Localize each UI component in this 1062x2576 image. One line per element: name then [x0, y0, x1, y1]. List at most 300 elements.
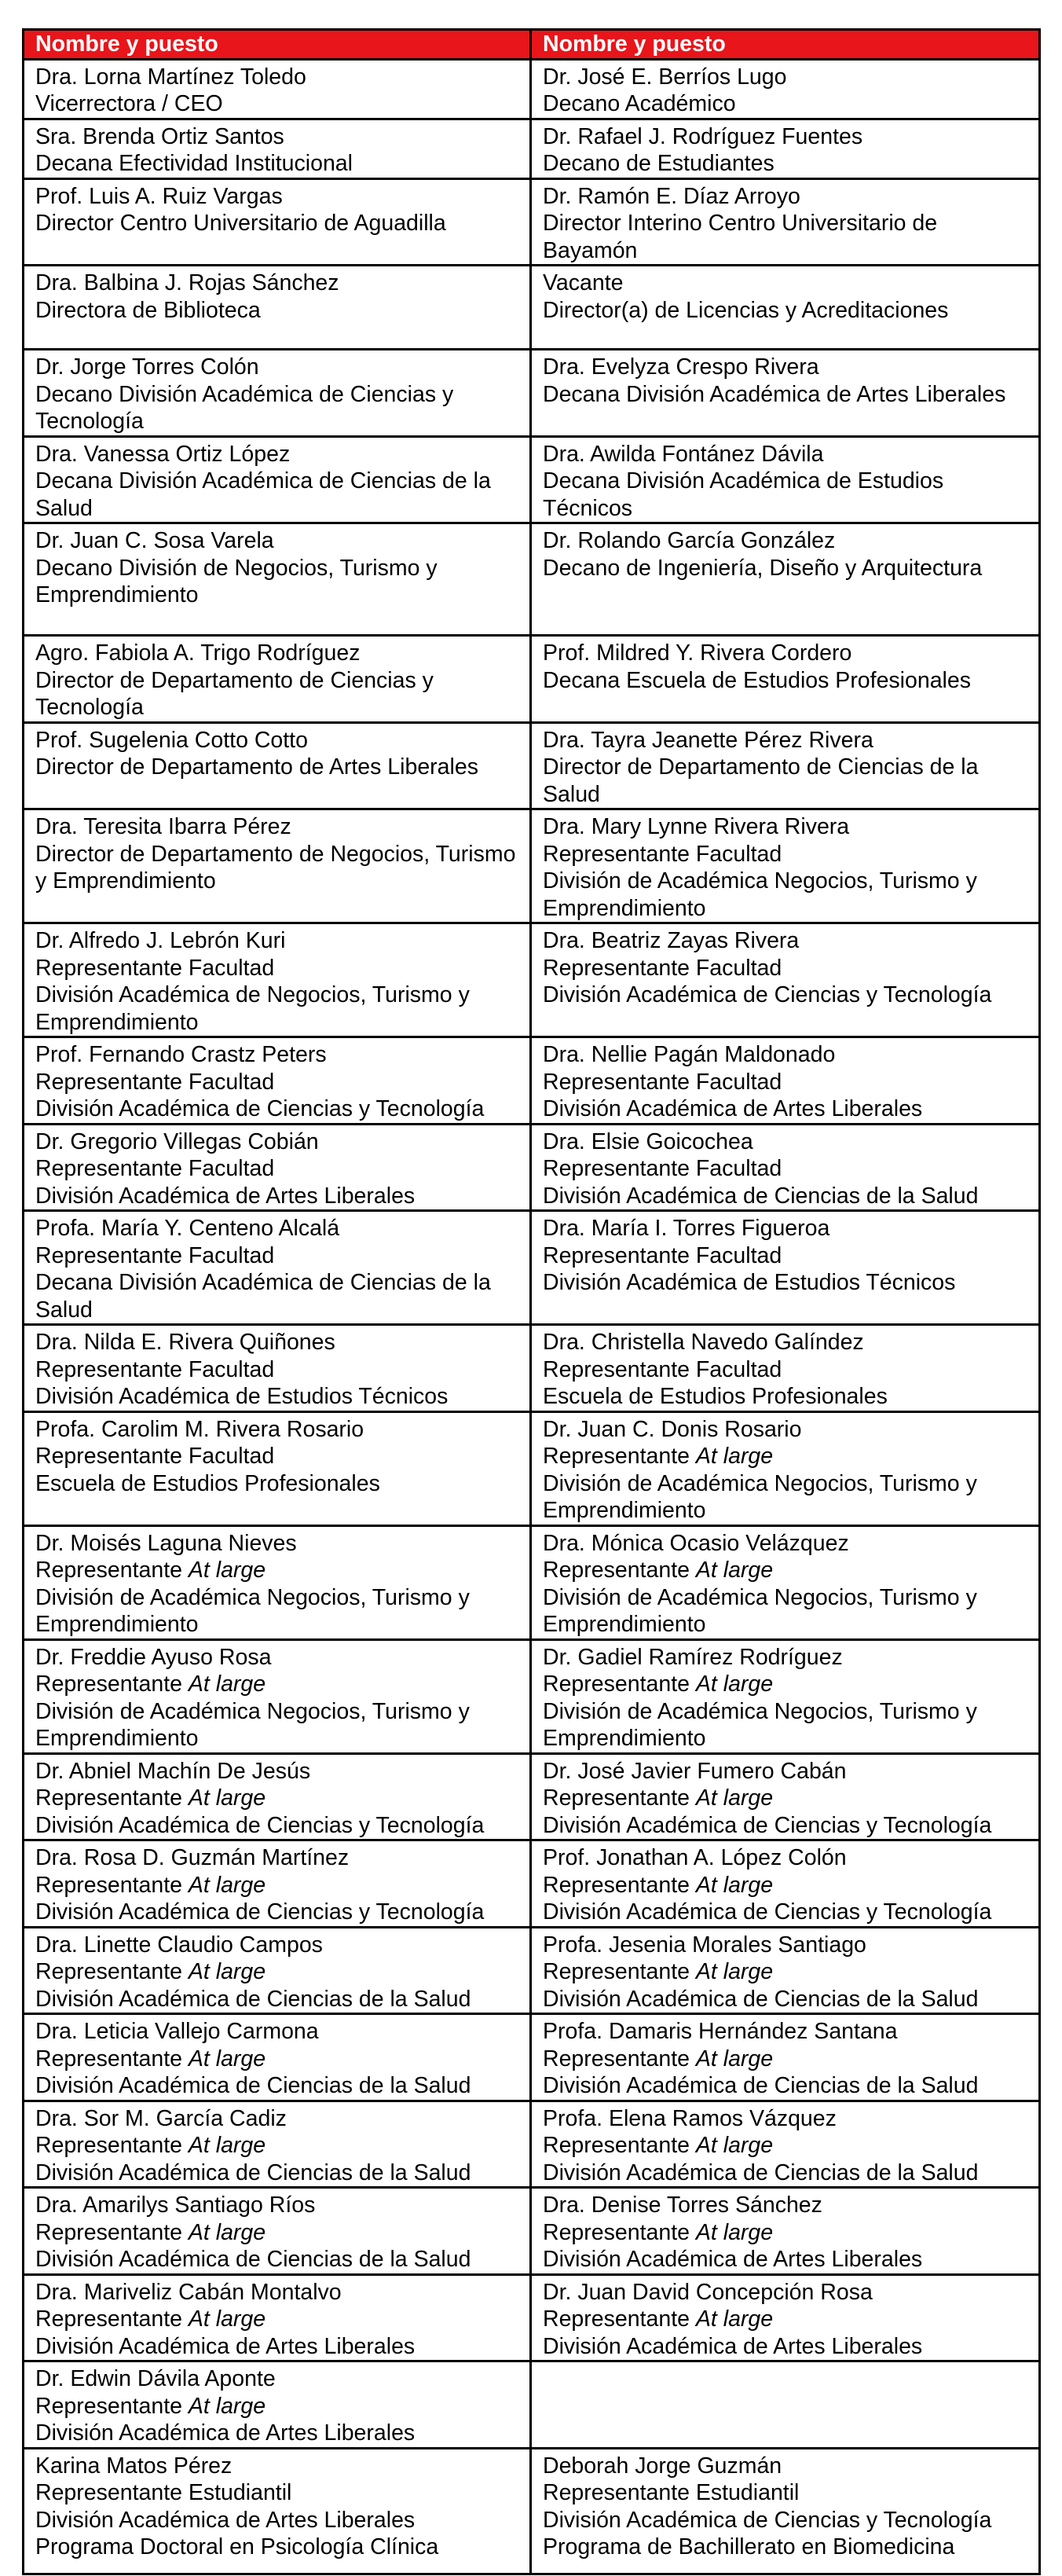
- member-name: [35, 2365, 518, 2393]
- member-role-line: [543, 2534, 1027, 2561]
- member-cell: [531, 2014, 1040, 2101]
- member-cell: [531, 523, 1040, 636]
- member-role-line: [543, 1812, 1027, 1840]
- member-role-line: [35, 2246, 518, 2273]
- member-cell: [531, 59, 1040, 119]
- cell-text: Representante: [35, 1959, 189, 1984]
- cell-text: Representante Facultad: [543, 1242, 782, 1268]
- cell-text: Representante Facultad: [35, 1444, 275, 1469]
- cell-text: Representante Facultad: [35, 1356, 275, 1382]
- member-role-line: [543, 1785, 1027, 1812]
- cell-text: División Académica de Ciencias y Tecnología: [543, 1812, 992, 1838]
- member-role-line: [35, 2534, 518, 2561]
- cell-text: Dra. Rosa D. Guzmán Martínez: [35, 1845, 350, 1870]
- cell-text: Dra. Elsie Goicochea: [543, 1128, 753, 1154]
- cell-text: Director de Departamento de Negocios, Turismo y Emprendimiento: [35, 841, 516, 894]
- member-name: [35, 1329, 518, 1356]
- member-name: [35, 1128, 518, 1156]
- member-name: [35, 640, 518, 667]
- member-role-line: [35, 1155, 518, 1183]
- cell-text: Dra. Mary Lynne Rivera Rivera: [543, 814, 850, 839]
- member-name: [543, 123, 1027, 151]
- member-name: [543, 2018, 1027, 2046]
- cell-text: Dra. Linette Claudio Campos: [35, 1932, 323, 1958]
- member-role-line: [543, 2046, 1027, 2073]
- cell-text: Decano División de Negocios, Turismo y Emprendimiento: [35, 555, 438, 607]
- cell-text: Escuela de Estudios Profesionales: [543, 1384, 888, 1409]
- cell-text: División Académica de Ciencias de la Salud: [543, 2160, 979, 2185]
- cell-text: Dra. Lorna Martínez Toledo: [35, 64, 306, 90]
- member-cell: [24, 1211, 531, 1325]
- cell-text: Karina Matos Pérez: [35, 2453, 233, 2479]
- member-cell: [24, 1525, 531, 1639]
- cell-text: División Académica de Estudios Técnicos: [543, 1270, 956, 1295]
- member-name: [543, 183, 1027, 211]
- member-role-line: [543, 2507, 1027, 2534]
- member-role-line: [35, 1958, 518, 1986]
- cell-text: División Académica de Ciencias y Tecnología: [35, 1899, 485, 1925]
- cell-text: Prof. Fernando Crastz Peters: [35, 1042, 327, 1067]
- member-name: [543, 640, 1027, 667]
- cell-text: Representante: [35, 1558, 189, 1583]
- member-role-line: [35, 1557, 518, 1584]
- cell-text: Profa. Elena Ramos Vázquez: [543, 2105, 837, 2131]
- table-row: [24, 1124, 1040, 1211]
- member-role-line: [543, 982, 1027, 1009]
- member-role-line: [543, 1698, 1027, 1752]
- member-role-line: [543, 381, 1027, 409]
- member-name: [35, 183, 518, 211]
- cell-text: Representante Estudiantil: [543, 2480, 800, 2505]
- member-name: [35, 64, 518, 91]
- member-role-line: [543, 1986, 1027, 2013]
- cell-text: Prof. Jonathan A. López Colón: [543, 1845, 847, 1870]
- at-large-label: At large: [695, 2046, 774, 2071]
- member-role-line: [35, 1443, 518, 1470]
- at-large-label: At large: [188, 2133, 266, 2158]
- member-name: [543, 354, 1027, 381]
- member-role-line: [543, 1443, 1027, 1470]
- member-role-line: [543, 667, 1027, 695]
- table-row: [24, 923, 1040, 1037]
- at-large-label: At large: [188, 2393, 266, 2419]
- cell-text: División Académica de Ciencias de la Salud: [35, 2073, 471, 2098]
- cell-text: División Académica de Ciencias de la Salud: [35, 1986, 471, 2012]
- member-role-line: [35, 1584, 518, 1638]
- cell-text: Representante Facultad: [543, 1156, 782, 1181]
- member-name: [35, 1758, 518, 1785]
- member-role-line: [35, 841, 518, 895]
- cell-text: Dr. Rafael J. Rodríguez Fuentes: [543, 123, 863, 149]
- members-table: [22, 28, 1041, 2575]
- cell-text: Representante: [543, 2046, 696, 2071]
- member-cell: [24, 1639, 531, 1753]
- cell-text: Representante: [543, 1959, 696, 1984]
- member-cell: [531, 2188, 1040, 2275]
- cell-text: División Académica de Artes Liberales: [35, 2507, 416, 2533]
- cell-text: Representante: [35, 1872, 189, 1898]
- cell-text: Programa Doctoral en Psicología Clínica: [35, 2534, 439, 2559]
- member-name: [543, 1932, 1027, 1959]
- cell-text: División Académica de Ciencias de la Salud: [543, 2073, 979, 2098]
- member-cell: [24, 722, 531, 809]
- member-cell: [24, 350, 531, 437]
- member-cell: [531, 1037, 1040, 1125]
- cell-text: Decano de Estudiantes: [543, 151, 775, 176]
- cell-text: Vicerrectora / CEO: [35, 91, 223, 116]
- table-row: [24, 809, 1040, 923]
- cell-text: División Académica de Ciencias de la Salud: [35, 2247, 471, 2272]
- member-cell: [531, 2274, 1040, 2361]
- cell-text: Dra. Teresita Ibarra Pérez: [35, 814, 291, 839]
- cell-text: Dr. Ramón E. Díaz Arroyo: [543, 183, 800, 209]
- member-role-line: [35, 1698, 518, 1752]
- member-role-line: [35, 297, 518, 325]
- cell-text: Decana División Académica de Estudios Técnicos: [543, 468, 944, 521]
- at-large-label: At large: [188, 1872, 266, 1898]
- member-cell: [531, 1124, 1040, 1211]
- member-cell: [24, 2448, 531, 2574]
- member-role-line: [543, 2132, 1027, 2160]
- cell-text: Representante: [35, 2306, 189, 2332]
- cell-text: Directora de Biblioteca: [35, 297, 261, 323]
- cell-text: Representante: [543, 1785, 696, 1811]
- member-role-line: [543, 1242, 1027, 1270]
- member-role-line: [543, 1671, 1027, 1698]
- member-name: [543, 1530, 1027, 1558]
- cell-text: Representante Facultad: [35, 1069, 275, 1095]
- cell-text: Dr. José E. Berríos Lugo: [543, 64, 787, 90]
- member-cell: [24, 2101, 531, 2188]
- table-row: [24, 1927, 1040, 2014]
- cell-text: Representante: [35, 2219, 189, 2245]
- header-cell-name-position-1: Nombre y puesto: [24, 30, 531, 60]
- member-cell: [531, 266, 1040, 350]
- cell-text: Representante: [543, 2133, 696, 2158]
- table-row: [24, 436, 1040, 523]
- cell-text: Dr. Jorge Torres Colón: [35, 354, 259, 380]
- member-role-line: [35, 555, 518, 609]
- cell-text: División Académica de Artes Liberales: [543, 2247, 923, 2272]
- member-name: [543, 270, 1027, 297]
- cell-text: Dr. Juan C. Donis Rosario: [543, 1416, 802, 1442]
- cell-text: Decana Escuela de Estudios Profesionales: [543, 667, 971, 693]
- cell-text: Dra. Balbina J. Rojas Sánchez: [35, 270, 339, 295]
- table-row: [24, 1037, 1040, 1125]
- cell-text: Dr. Abniel Machín De Jesús: [35, 1758, 311, 1784]
- table-row: [24, 1411, 1040, 1525]
- member-role-line: [543, 1584, 1027, 1638]
- cell-text: Dr. Gregorio Villegas Cobián: [35, 1128, 319, 1154]
- cell-text: Director(a) de Licencias y Acreditaciones: [543, 297, 949, 323]
- member-cell: [531, 2361, 1040, 2449]
- member-name: [35, 1041, 518, 1069]
- member-role-line: [35, 2306, 518, 2333]
- cell-text: División Académica de Artes Liberales: [35, 2420, 416, 2446]
- cell-text: Representante Facultad: [35, 1156, 275, 1181]
- member-role-line: [543, 1155, 1027, 1183]
- member-name: [543, 2453, 1027, 2480]
- cell-text: Representante: [543, 1872, 696, 1898]
- member-name: [35, 270, 518, 297]
- member-role-line: [543, 150, 1027, 178]
- member-name: [35, 1530, 518, 1558]
- member-cell: [531, 1639, 1040, 1753]
- member-cell: [531, 1325, 1040, 1412]
- at-large-label: At large: [188, 1959, 266, 1984]
- at-large-label: At large: [695, 1959, 774, 1984]
- member-cell: [24, 2014, 531, 2101]
- member-role-line: [35, 2132, 518, 2160]
- member-role-line: [543, 1470, 1027, 1525]
- member-role-line: [35, 2420, 518, 2447]
- member-cell: [24, 809, 531, 923]
- member-role-line: [35, 468, 518, 522]
- member-role-line: [35, 1872, 518, 1899]
- cell-text: División Académica de Ciencias y Tecnología: [543, 2507, 992, 2533]
- table-row: [24, 59, 1040, 119]
- member-role-line: [35, 754, 518, 781]
- at-large-label: At large: [695, 2306, 774, 2332]
- cell-text: División Académica de Estudios Técnicos: [35, 1384, 449, 1409]
- member-cell: [531, 2101, 1040, 2188]
- member-name: [543, 441, 1027, 468]
- member-cell: [24, 1753, 531, 1840]
- member-name: [35, 527, 518, 555]
- member-cell: [24, 2361, 531, 2449]
- cell-text: Dr. Juan C. Sosa Varela: [35, 528, 274, 553]
- member-role-line: [35, 2479, 518, 2507]
- cell-text: Representante Facultad: [35, 1242, 275, 1268]
- cell-text: División Académica de Ciencias y Tecnología: [35, 1812, 485, 1838]
- member-role-line: [543, 1069, 1027, 1096]
- member-cell: [24, 436, 531, 523]
- member-role-line: [35, 1986, 518, 2013]
- table-row: [24, 1639, 1040, 1753]
- member-cell: [531, 1927, 1040, 2014]
- cell-text: División Académica de Ciencias y Tecnología: [35, 1096, 485, 1121]
- cell-text: Dr. Alfredo J. Lebrón Kuri: [35, 928, 286, 953]
- member-role-line: [35, 150, 518, 178]
- member-cell: [531, 1840, 1040, 1928]
- cell-text: Profa. Jesenia Morales Santiago: [543, 1932, 866, 1958]
- member-name: [35, 2453, 518, 2480]
- member-role-line: [35, 2219, 518, 2247]
- table-row: [24, 2014, 1040, 2101]
- member-cell: [24, 636, 531, 723]
- at-large-label: At large: [188, 1671, 266, 1697]
- member-name: [35, 727, 518, 754]
- cell-text: Dra. Leticia Vallejo Carmona: [35, 2019, 319, 2044]
- table-row: [24, 1211, 1040, 1325]
- member-name: [543, 1128, 1027, 1156]
- member-name: [35, 2192, 518, 2219]
- member-role-line: [35, 1785, 518, 1812]
- cell-text: División Académica de Ciencias y Tecnología: [543, 1899, 992, 1925]
- cell-text: Representante: [35, 1785, 189, 1811]
- member-cell: [531, 809, 1040, 923]
- cell-text: Dr. Freddie Ayuso Rosa: [35, 1644, 272, 1670]
- member-name: [35, 1844, 518, 1872]
- table-row: [24, 2274, 1040, 2361]
- cell-text: Representante Facultad: [543, 841, 782, 867]
- member-role-line: [543, 1557, 1027, 1584]
- cell-text: Dra. Sor M. García Cadiz: [35, 2105, 287, 2131]
- member-cell: [24, 1037, 531, 1125]
- member-role-line: [543, 754, 1027, 808]
- member-role-line: [543, 297, 1027, 325]
- at-large-label: At large: [695, 1872, 774, 1898]
- cell-text: Dr. Edwin Dávila Aponte: [35, 2366, 276, 2391]
- table-row: [24, 2188, 1040, 2275]
- member-cell: [24, 59, 531, 119]
- member-name: [543, 1758, 1027, 1785]
- member-name: [35, 2018, 518, 2046]
- cell-text: División de Académica Negocios, Turismo y Emprendimiento: [543, 1584, 977, 1637]
- member-name: [35, 441, 518, 468]
- at-large-label: At large: [188, 2306, 266, 2332]
- cell-text: Representante: [543, 2219, 696, 2245]
- member-name: [543, 527, 1027, 555]
- cell-text: División Académica de Negocios, Turismo y Emprendimiento: [35, 982, 470, 1035]
- cell-text: Profa. Carolim M. Rivera Rosario: [35, 1416, 364, 1442]
- table-row: [24, 2448, 1040, 2574]
- member-role-line: [35, 1356, 518, 1384]
- cell-text: Dra. Nilda E. Rivera Quiñones: [35, 1330, 335, 1355]
- member-cell: [531, 722, 1040, 809]
- member-role-line: [35, 90, 518, 118]
- member-role-line: [543, 1095, 1027, 1123]
- cell-text: División Académica de Artes Liberales: [35, 1183, 416, 1209]
- table-row: [24, 178, 1040, 266]
- member-role-line: [543, 841, 1027, 868]
- cell-text: Dra. Vanessa Ortiz López: [35, 441, 291, 467]
- member-role-line: [543, 955, 1027, 982]
- member-role-line: [35, 1899, 518, 1926]
- cell-text: Representante: [35, 2393, 189, 2419]
- member-cell: [531, 178, 1040, 266]
- member-role-line: [35, 2333, 518, 2361]
- cell-text: Dra. Christella Navedo Galíndez: [543, 1330, 864, 1355]
- member-role-line: [543, 555, 1027, 582]
- member-role-line: [543, 210, 1027, 264]
- header-cell-name-position-2: Nombre y puesto: [531, 30, 1040, 60]
- cell-text: Representante Facultad: [543, 955, 782, 981]
- cell-text: Representante: [543, 1558, 696, 1583]
- member-cell: [24, 923, 531, 1037]
- cell-text: Dra. Mónica Ocasio Velázquez: [543, 1530, 849, 1556]
- member-role-line: [543, 1183, 1027, 1210]
- cell-text: Decano de Ingeniería, Diseño y Arquitectura: [543, 555, 983, 581]
- cell-text: División Académica de Ciencias de la Salud: [543, 1183, 979, 1209]
- at-large-label: At large: [695, 1558, 774, 1583]
- cell-text: Representante: [35, 2133, 189, 2158]
- member-cell: [531, 636, 1040, 723]
- table-row: [24, 350, 1040, 437]
- member-name: [543, 1215, 1027, 1242]
- cell-text: Director de Departamento de Ciencias y Tecnología: [35, 667, 434, 720]
- cell-text: Sra. Brenda Ortiz Santos: [35, 123, 284, 149]
- cell-text: Decana División Académica de Artes Liberales: [543, 381, 1006, 407]
- member-role-line: [543, 1872, 1027, 1899]
- cell-text: Prof. Luis A. Ruiz Vargas: [35, 183, 283, 209]
- cell-text: Profa. Damaris Hernández Santana: [543, 2019, 898, 2044]
- member-name: [35, 1644, 518, 1671]
- member-cell: [24, 523, 531, 636]
- cell-text: Representante: [543, 2306, 696, 2332]
- cell-text: Decano Académico: [543, 91, 736, 116]
- member-role-line: [543, 1269, 1027, 1297]
- member-role-line: [543, 1383, 1027, 1411]
- member-name: [543, 813, 1027, 841]
- table-row: [24, 266, 1040, 350]
- cell-text: Decano División Académica de Ciencias y Tecnología: [35, 381, 454, 434]
- header-row: [24, 30, 1040, 60]
- cell-text: División Académica de Artes Liberales: [543, 2333, 923, 2359]
- table-row: [24, 1325, 1040, 1412]
- cell-text: División de Académica Negocios, Turismo y Emprendimiento: [35, 1584, 470, 1637]
- cell-text: Dra. Tayra Jeanette Pérez Rivera: [543, 727, 873, 753]
- member-role-line: [35, 2507, 518, 2534]
- cell-text: División de Académica Negocios, Turismo y Emprendimiento: [543, 1470, 977, 1523]
- table-row: [24, 2361, 1040, 2449]
- at-large-label: At large: [188, 1785, 266, 1811]
- member-cell: [24, 1927, 531, 2014]
- member-name: [35, 123, 518, 151]
- member-name: [35, 354, 518, 381]
- cell-text: Dr. Gadiel Ramírez Rodríguez: [543, 1644, 843, 1670]
- cell-text: Decana División Académica de Ciencias de la Salud: [35, 468, 491, 521]
- member-role-line: [543, 1958, 1027, 1986]
- member-role-line: [35, 1183, 518, 1210]
- cell-text: División Académica de Ciencias y Tecnología: [543, 982, 992, 1007]
- cell-text: Dra. Evelyza Crespo Rivera: [543, 354, 819, 380]
- member-name: [35, 927, 518, 955]
- at-large-label: At large: [695, 2219, 774, 2245]
- member-name: [543, 927, 1027, 955]
- member-name: [543, 1644, 1027, 1671]
- member-role-line: [543, 90, 1027, 118]
- member-role-line: [35, 1242, 518, 1270]
- cell-text: Deborah Jorge Guzmán: [543, 2453, 782, 2479]
- member-name: [543, 1329, 1027, 1356]
- member-name: [543, 1844, 1027, 1872]
- member-name: [543, 1416, 1027, 1444]
- member-role-line: [35, 955, 518, 982]
- cell-text: Programa de Bachillerato en Biomedicina: [543, 2534, 955, 2559]
- cell-text: Dr. José Javier Fumero Cabán: [543, 1758, 847, 1784]
- member-name: [543, 2192, 1027, 2219]
- cell-text: División Académica de Artes Liberales: [35, 2333, 416, 2359]
- at-large-label: At large: [188, 2219, 266, 2245]
- member-cell: [531, 350, 1040, 437]
- cell-text: Dra. Denise Torres Sánchez: [543, 2193, 822, 2218]
- cell-text: Director Centro Universitario de Aguadilla: [35, 211, 446, 236]
- table-row: [24, 1525, 1040, 1639]
- cell-text: Representante Facultad: [35, 955, 275, 981]
- cell-text: Representante Facultad: [543, 1069, 782, 1095]
- member-cell: [531, 119, 1040, 178]
- member-cell: [531, 923, 1040, 1037]
- cell-text: Director de Departamento de Artes Liberales: [35, 754, 478, 780]
- member-role-line: [543, 2479, 1027, 2507]
- cell-text: Director de Departamento de Ciencias de la Salud: [543, 754, 979, 807]
- member-role-line: [35, 1095, 518, 1123]
- member-role-line: [543, 868, 1027, 922]
- cell-text: División Académica de Artes Liberales: [543, 1096, 923, 1121]
- member-role-line: [543, 468, 1027, 522]
- member-name: [35, 2105, 518, 2133]
